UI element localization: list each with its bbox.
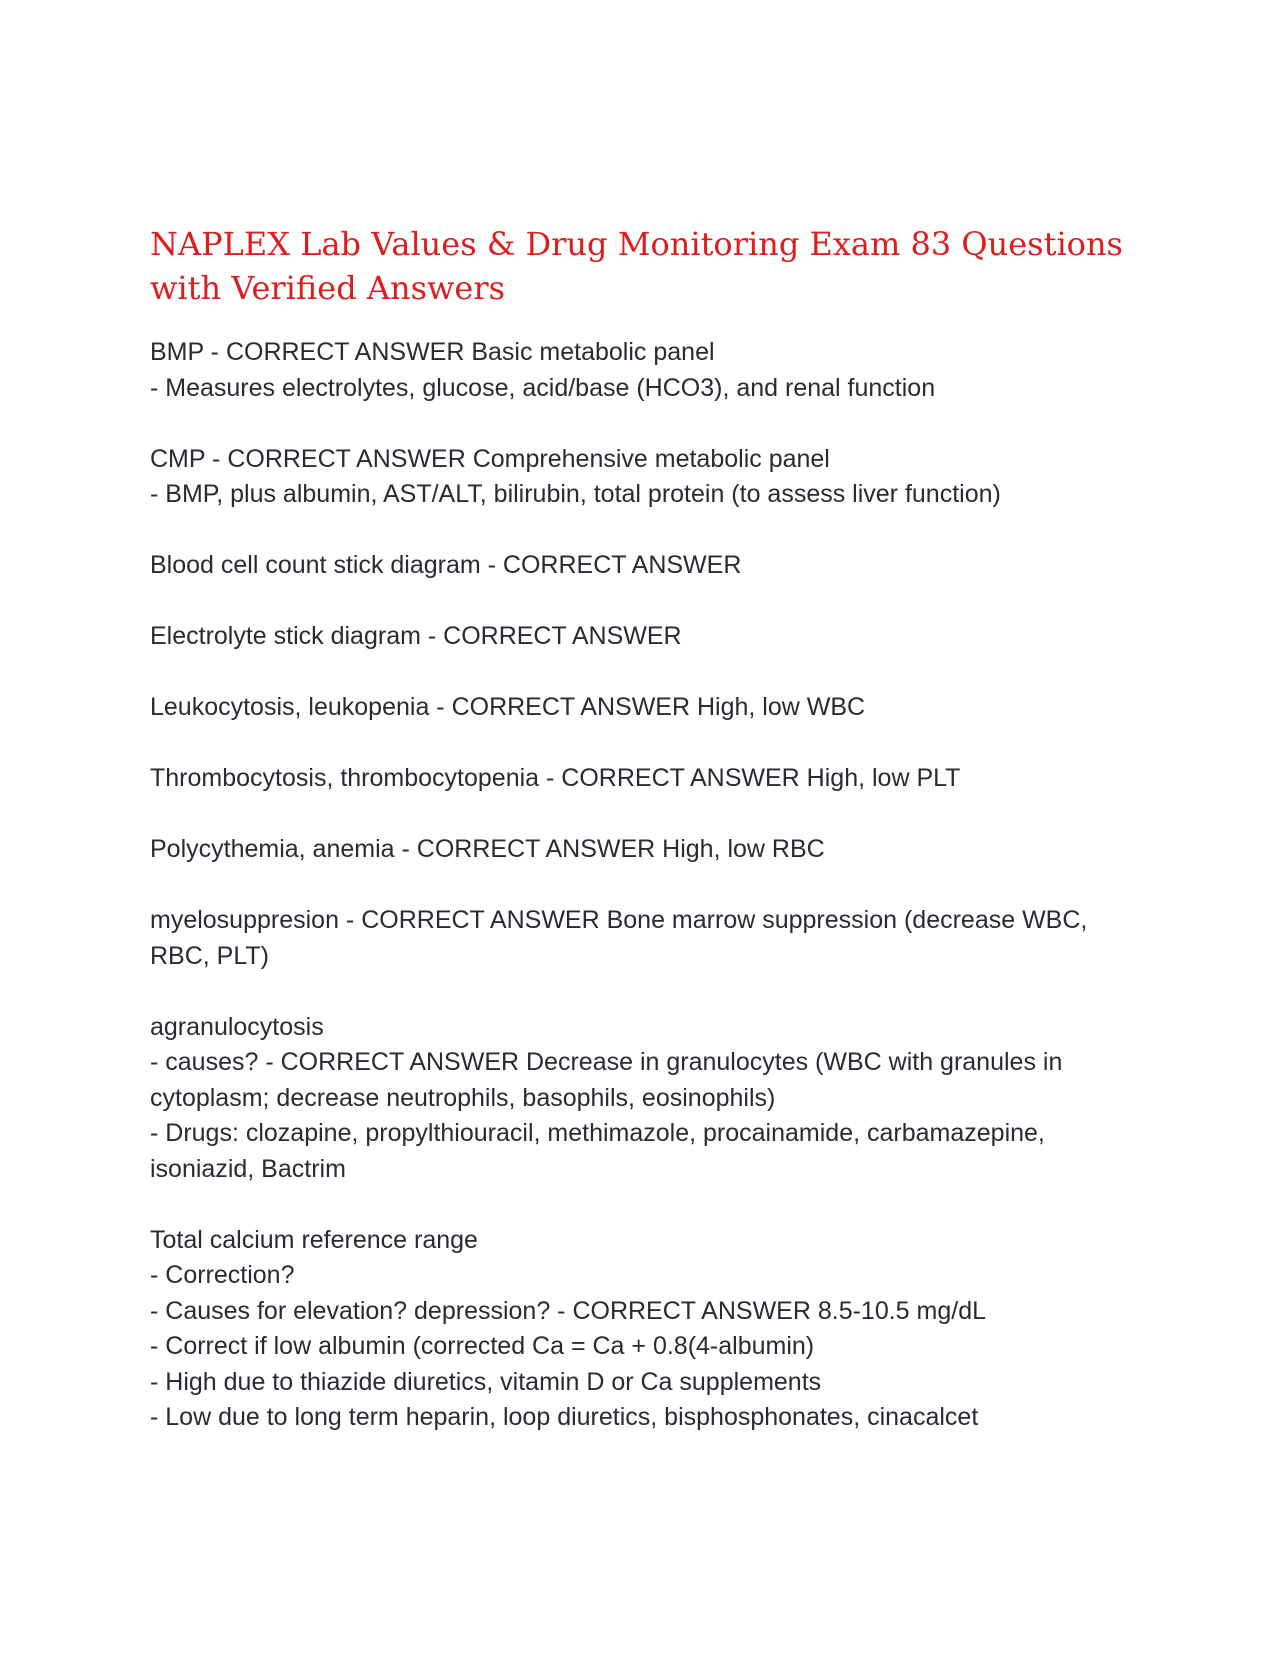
entry-line: RBC, PLT)	[150, 941, 269, 970]
entry-line: Blood cell count stick diagram - CORRECT ANSWER	[150, 551, 742, 579]
entry-line: - High due to thiazide diuretics, vitamin D or Ca supplements	[150, 1367, 822, 1396]
entry-line: - Drugs: clozapine, propylthiouracil, methimazole, procainamide, carbamazepine,	[150, 1119, 1045, 1147]
qa-entry-cmp	[150, 442, 1130, 513]
entry-line: Thrombocytosis, thrombocytopenia - CORRECT ANSWER High, low PLT	[150, 764, 961, 792]
qa-entry-bmp	[150, 335, 1130, 406]
qa-entry-myelosuppression	[150, 903, 1130, 974]
entry-line: Total calcium reference range	[150, 1225, 478, 1254]
qa-entry-electrolyte-diagram	[150, 619, 1130, 655]
title-line-1: NAPLEX Lab Values & Drug Monitoring Exam 83 Questions	[150, 225, 1123, 263]
qa-entry-blood-cell-diagram	[150, 548, 1130, 584]
entry-line: - causes? - CORRECT ANSWER Decrease in granulocytes (WBC with granules in	[150, 1048, 1063, 1076]
qa-entry-polycythemia	[150, 832, 1130, 868]
entry-line: cytoplasm; decrease neutrophils, basophils, eosinophils)	[150, 1083, 776, 1112]
entry-line: - Measures electrolytes, glucose, acid/base (HCO3), and renal function	[150, 373, 936, 402]
qa-entry-agranulocytosis	[150, 1010, 1130, 1188]
document-content	[150, 222, 1130, 1471]
title-line-2: with Verified Answers	[150, 269, 506, 307]
entry-line: BMP - CORRECT ANSWER Basic metabolic panel	[150, 338, 715, 366]
qa-entry-leukocytosis	[150, 690, 1130, 726]
entry-line: Electrolyte stick diagram - CORRECT ANSWER	[150, 622, 682, 650]
entry-line: CMP - CORRECT ANSWER Comprehensive metabolic panel	[150, 444, 830, 473]
entry-line: - BMP, plus albumin, AST/ALT, bilirubin, total protein (to assess liver function)	[150, 480, 1001, 508]
entry-line: - Low due to long term heparin, loop diuretics, bisphosphonates, cinacalcet	[150, 1403, 979, 1431]
qa-entries	[150, 335, 1130, 1436]
entry-line: agranulocytosis	[150, 1012, 324, 1041]
entry-line: Polycythemia, anemia - CORRECT ANSWER High, low RBC	[150, 835, 825, 863]
qa-entry-thrombocytosis	[150, 761, 1130, 797]
entry-line: - Correct if low albumin (corrected Ca = Ca + 0.8(4-albumin)	[150, 1332, 815, 1360]
document-title	[150, 222, 1130, 310]
entry-line: - Correction?	[150, 1261, 295, 1289]
entry-line: myelosuppresion - CORRECT ANSWER Bone marrow suppression (decrease WBC,	[150, 906, 1088, 934]
qa-entry-total-calcium	[150, 1223, 1130, 1436]
entry-line: Leukocytosis, leukopenia - CORRECT ANSWER High, low WBC	[150, 693, 866, 721]
entry-line: - Causes for elevation? depression? - CORRECT ANSWER 8.5-10.5 mg/dL	[150, 1296, 987, 1325]
entry-line: isoniazid, Bactrim	[150, 1154, 346, 1183]
